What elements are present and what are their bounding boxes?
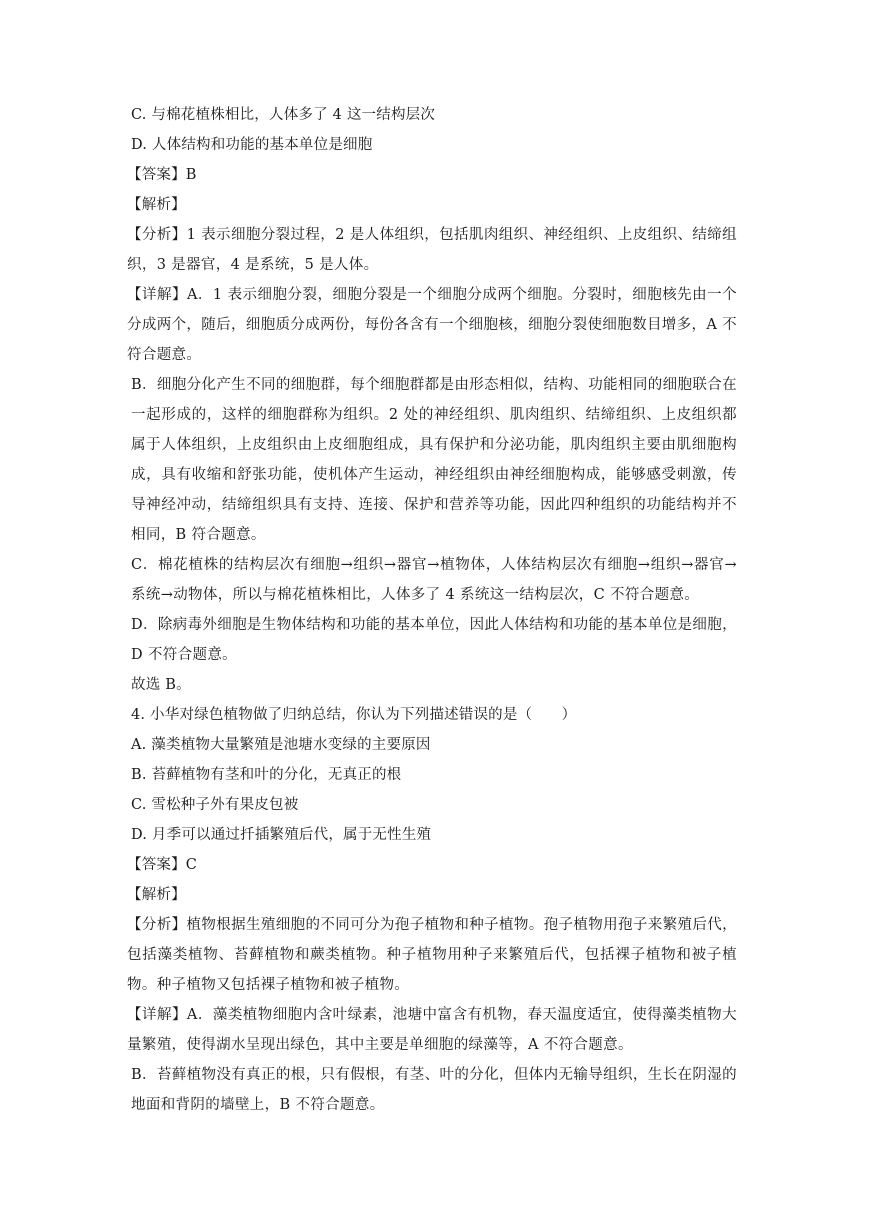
question-4-option-d: D. 月季可以通过扦插繁殖后代，属于无性生殖: [131, 827, 432, 843]
answer-label-2: 【答案】C: [127, 857, 198, 873]
document-page: [127, 100, 737, 1120]
detail-paragraph-c: C．棉花植株的结构层次有细胞→组织→器官→植物体，人体结构层次有细胞→组织→器官→系统→动物体，所以与棉花植株相比，人体多了 4 系统这一结构层次，C 不符合题意。: [131, 557, 737, 603]
detail-paragraph-b: B．细胞分化产生不同的细胞群，每个细胞群都是由形态相似，结构、功能相同的细胞联合在一起形成的，这样的细胞群称为组织。2 处的神经组织、肌肉组织、结缔组织、上皮组织都属于人体组织，上皮组织由上皮细胞组成，具有保护和分泌功能，肌肉组织主要由肌细胞构成，具有收缩和舒张功能，使机体产生运动，神经组织由神经细胞构成，能够感受刺激，传导神经冲动，结缔组织具有支持、连接、保护和营养等功能，因此四种组织的功能结构并不相同，B 符合题意。: [131, 377, 737, 543]
question-4-option-a: A. 藻类植物大量繁殖是池塘水变绿的主要原因: [131, 737, 431, 753]
detail-paragraph-2b: B．苔藓植物没有真正的根，只有假根，有茎、叶的分化，但体内无输导组织，生长在阴湿的地面和背阴的墙壁上，B 不符合题意。: [131, 1067, 737, 1113]
option-c-previous: C. 与棉花植株相比，人体多了 4 这一结构层次: [131, 107, 436, 123]
question-4-stem: 4. 小华对绿色植物做了归纳总结，你认为下列描述错误的是（ ）: [131, 707, 577, 723]
analysis-label: 【解析】: [127, 197, 186, 213]
question-4-option-b: B. 苔藓植物有茎和叶的分化，无真正的根: [131, 767, 402, 783]
analysis-paragraph: 【分析】1 表示细胞分裂过程，2 是人体组织，包括肌肉组织、神经组织、上皮组织、结缔组织，3 是器官，4 是系统，5 是人体。: [127, 227, 737, 273]
analysis-paragraph-2: 【分析】植物根据生殖细胞的不同可分为孢子植物和种子植物。孢子植物用孢子来繁殖后代，包括藻类植物、苔藓植物和蕨类植物。种子植物用种子来繁殖后代，包括裸子植物和被子植物。种子植物又包括裸子植物和被子植物。: [127, 917, 737, 993]
answer-label: 【答案】B: [127, 167, 197, 183]
question-4-option-c: C. 雪松种子外有果皮包被: [131, 797, 299, 813]
detail-paragraph-2a: 【详解】A．藻类植物细胞内含叶绿素，池塘中富含有机物，春天温度适宜，使得藻类植物大量繁殖，使得湖水呈现出绿色，其中主要是单细胞的绿藻等，A 不符合题意。: [127, 1007, 737, 1053]
conclusion-line: 故选 B。: [131, 677, 191, 693]
detail-paragraph-d: D．除病毒外细胞是生物体结构和功能的基本单位，因此人体结构和功能的基本单位是细胞，D 不符合题意。: [131, 617, 737, 663]
analysis-label-2: 【解析】: [127, 887, 186, 903]
option-d-previous: D. 人体结构和功能的基本单位是细胞: [131, 137, 373, 153]
detail-paragraph-a: 【详解】A．1 表示细胞分裂，细胞分裂是一个细胞分成两个细胞。分裂时，细胞核先由一个分成两个，随后，细胞质分成两份，每份各含有一个细胞核，细胞分裂使细胞数目增多，A 不符合题意。: [127, 287, 737, 363]
